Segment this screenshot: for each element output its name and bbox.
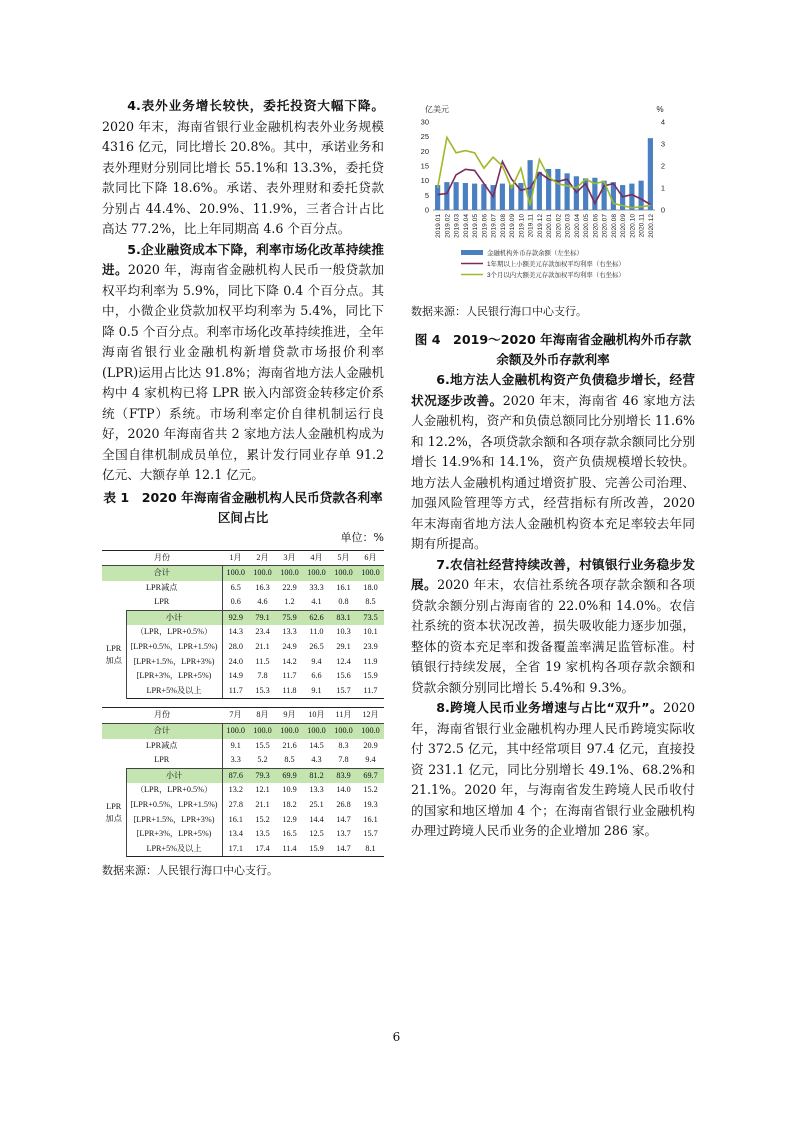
value-cell: 6.6 (311, 671, 322, 681)
value-cell: 100.0 (303, 566, 330, 581)
value-cell: 16.5 (282, 829, 297, 839)
value-cell: 13.2 (228, 785, 243, 795)
value-cell: 11.7 (357, 684, 384, 699)
x-tick-label: 2019.05 (472, 214, 480, 238)
paragraph-cross-border (411, 698, 695, 842)
value-cell: 13.7 (336, 829, 351, 839)
row-label: LPR+5%及以上 (126, 684, 222, 699)
value-cell: 100.0 (222, 724, 249, 739)
deposit-bar (463, 183, 468, 210)
value-cell: 100.0 (357, 566, 384, 581)
value-cell: 9.1 (303, 684, 330, 699)
value-cell: 100.0 (303, 724, 330, 739)
deposit-bar (444, 182, 449, 210)
deposit-bar (481, 184, 486, 210)
table-unit: 单位：% (340, 530, 384, 544)
x-tick-label: 2019.03 (453, 214, 461, 238)
value-cell: 14.2 (282, 656, 297, 666)
left-tick-label: 10 (420, 176, 429, 186)
value-cell: 11.9 (363, 656, 378, 666)
value-cell: 33.3 (309, 582, 324, 592)
x-tick-label: 2019.06 (481, 214, 489, 238)
deposit-bar (629, 184, 634, 210)
rate-table-h2 (102, 707, 384, 857)
table-caption: 表 1 2020 年海南省金融机构人民币贷款各利率区间占比 (103, 489, 383, 525)
right-tick-label: 1 (660, 183, 666, 193)
paragraph-offbalance (102, 96, 384, 240)
table-row (102, 798, 384, 813)
value-cell: 8.1 (357, 842, 384, 857)
right-tick-label: 4 (660, 117, 666, 127)
paragraph-body: 2020 年，海南省银行业金融机构办理人民币跨境实际收付 372.5 亿元，其中经常项目 97.4 亿元，直接投资 231.1 亿元，同比分别增长 49.1%、68.2%和 21.1%。2020 年，与海南省发生跨境人民币收付的国家和地区增加 4 个；在海南省银行业金融机构办理过跨境人民币业务的企业增加 286 家。 (411, 700, 695, 838)
value-cell: 8.3 (338, 740, 349, 750)
x-tick-label: 2019.02 (444, 214, 452, 238)
paragraph-heading: 5.企业融资成本下降，利率市场化改革持续推进。 (102, 241, 384, 277)
value-cell: 28.0 (228, 642, 243, 652)
value-cell: 26.5 (309, 642, 324, 652)
value-cell: 14.4 (309, 814, 324, 824)
value-cell: 15.9 (303, 842, 330, 857)
x-tick-label: 2020.05 (583, 214, 591, 238)
value-cell: 13.3 (309, 785, 324, 795)
rate-table-h1 (102, 550, 384, 700)
value-cell: 73.5 (357, 610, 384, 625)
value-cell: 0.8 (338, 597, 349, 607)
paragraph-body: 2020 年，海南省金融机构人民币一般贷款加权平均利率为 5.9%，同比下降 0.4 个百分点。其中，小微企业贷款加权平均利率为 5.4%，同比下降 0.5 个百分点。利率市场化改革持续推进，全年海南省银行业金融机构新增贷款市场报价利率(LPR)运用占比达 91.8%；海南省地方法人金融机构中 4 家机构已将 LPR 嵌入内部资金转移定价系统（FTP）系统。市场利率定价自律机制运行良好，2020 年海南省共 2 家地方法人金融机构成为全国自律机制成员单位，累计发行同业存单 91.2 亿元、大额存单 12.1 亿元。 (102, 262, 384, 482)
month-cell: 11月 (330, 708, 357, 724)
value-cell: 8.5 (365, 597, 376, 607)
x-tick-label: 2020.03 (564, 214, 572, 238)
x-tick-label: 2020.10 (629, 214, 637, 238)
value-cell: 14.5 (309, 740, 324, 750)
legend-swatch (461, 250, 483, 255)
value-cell: 62.6 (303, 610, 330, 625)
x-tick-label: 2019.10 (518, 214, 526, 238)
month-cell: 5月 (330, 550, 357, 566)
paragraph-rural-credit (411, 555, 695, 699)
row-label: 合计 (102, 724, 222, 739)
table-row (102, 724, 384, 739)
value-cell: 4.1 (311, 597, 322, 607)
value-cell: 12.4 (336, 656, 351, 666)
chart-svg (411, 98, 695, 298)
value-cell: 69.9 (276, 768, 303, 783)
value-cell: 100.0 (357, 724, 384, 739)
x-tick-label: 2020.09 (620, 214, 628, 238)
left-tick-label: 30 (420, 117, 429, 127)
left-tick-label: 0 (424, 205, 429, 215)
deposit-chart (411, 98, 695, 298)
chart-source: 数据来源：人民银行海口中心支行。 (411, 305, 587, 318)
deposit-bar (648, 138, 653, 210)
table-row (102, 669, 384, 684)
value-cell: 20.9 (363, 740, 378, 750)
x-tick-label: 2020.01 (546, 214, 554, 238)
left-tick-label: 15 (420, 161, 429, 171)
month-cell: 10月 (303, 708, 330, 724)
table-row (102, 827, 384, 842)
value-cell: 100.0 (330, 724, 357, 739)
value-cell: 9.4 (311, 656, 322, 666)
value-cell: 15.6 (336, 671, 351, 681)
value-cell: 23.4 (255, 627, 270, 637)
left-column (102, 96, 384, 879)
right-column (411, 304, 695, 842)
table-row (102, 595, 384, 610)
x-tick-label: 2019.01 (435, 214, 443, 238)
table-header-row (102, 550, 384, 566)
deposit-bar (472, 184, 477, 210)
value-cell: 9.4 (365, 755, 376, 765)
value-cell: 22.9 (282, 582, 297, 592)
value-cell: 23.9 (363, 642, 378, 652)
value-cell: 87.6 (222, 768, 249, 783)
left-tick-label: 5 (424, 190, 429, 200)
paragraph-financing-cost (102, 240, 384, 486)
month-header: 月份 (102, 550, 222, 566)
value-cell: 100.0 (330, 566, 357, 581)
row-label: 小计 (126, 768, 222, 783)
value-cell: 27.8 (228, 800, 243, 809)
month-cell: 9月 (276, 708, 303, 724)
left-axis-unit: 亿美元 (425, 105, 449, 114)
right-tick-label: 2 (660, 161, 666, 171)
row-label: LPR+5%及以上 (126, 842, 222, 857)
value-cell: 100.0 (276, 724, 303, 739)
value-cell: 13.4 (228, 829, 243, 839)
row-label: （LPR，LPR+0.5%） (126, 783, 222, 798)
value-cell: 14.7 (330, 842, 357, 857)
value-cell: 18.2 (282, 800, 297, 809)
legend-label: 3个月以内大额美元存款加权平均利率（右坐标） (487, 272, 625, 279)
legend-label: 金融机构外币存款余额（左坐标） (487, 250, 583, 257)
value-cell: 15.9 (363, 671, 378, 681)
table-row (102, 783, 384, 798)
deposit-bar (454, 182, 459, 210)
value-cell: 21.6 (282, 740, 297, 750)
row-label: LPR减点 (102, 581, 222, 596)
paragraph-heading: 8.跨境人民币业务增速与占比“双升”。 (436, 700, 663, 715)
value-cell: 21.1 (255, 800, 270, 809)
paragraph-body: 2020 年末，海南省 46 家地方法人金融机构，资产和负债总额同比分别增长 11.6%和 12.2%，各项贷款余额和各项存款余额同比分别增长 14.9%和 14.1%，资产负债规模增长较快。地方法人金融机构通过增资扩股、完善公司治理、加强风险管理等方式，经营指标有所改善，2020 年末海南省地方法人金融机构资本充足率较去年同期有所提高。 (411, 392, 696, 551)
table-row (102, 581, 384, 596)
row-label: 小计 (126, 610, 222, 625)
value-cell: 26.8 (336, 800, 351, 809)
row-label: （LPR，LPR+0.5%） (126, 625, 222, 640)
value-cell: 11.7 (282, 671, 297, 681)
month-cell: 7月 (222, 708, 249, 724)
month-cell: 3月 (276, 550, 303, 566)
x-tick-label: 2019.11 (527, 214, 535, 238)
value-cell: 100.0 (276, 566, 303, 581)
value-cell: 75.9 (276, 610, 303, 625)
deposit-bar (435, 185, 440, 210)
table-row (102, 842, 384, 857)
x-tick-label: 2019.09 (509, 214, 517, 238)
x-tick-label: 2020.04 (573, 214, 581, 238)
paragraph-local-institutions (411, 370, 695, 555)
value-cell: 10.9 (282, 785, 297, 795)
row-label: LPR (102, 753, 222, 768)
month-cell: 8月 (249, 708, 276, 724)
row-label: LPR减点 (102, 739, 222, 754)
value-cell: 16.3 (255, 582, 270, 592)
value-cell: 3.3 (230, 755, 241, 765)
x-tick-label: 2020.12 (647, 214, 655, 238)
table-row (102, 768, 384, 783)
x-tick-label: 2019.08 (499, 214, 507, 238)
month-cell: 12月 (357, 708, 384, 724)
value-cell: 69.7 (357, 768, 384, 783)
paragraph-heading: 7.农信社经营持续改善，村镇银行业务稳步发展。 (411, 556, 695, 592)
x-tick-label: 2020.11 (638, 214, 646, 238)
value-cell: 81.2 (303, 768, 330, 783)
value-cell: 12.1 (255, 785, 270, 795)
table-row (102, 655, 384, 670)
value-cell: 6.5 (230, 582, 241, 592)
value-cell: 11.7 (222, 684, 249, 699)
value-cell: 15.7 (363, 829, 378, 839)
value-cell: 14.7 (336, 814, 351, 824)
table-row (102, 625, 384, 640)
value-cell: 16.1 (336, 582, 351, 592)
table-row (102, 753, 384, 768)
table-row (102, 813, 384, 828)
table-row (102, 739, 384, 754)
value-cell: 14.3 (228, 627, 243, 637)
deposit-bar (537, 172, 542, 210)
x-tick-label: 2020.08 (610, 214, 618, 238)
value-cell: 14.9 (228, 671, 243, 681)
value-cell: 11.8 (276, 684, 303, 699)
value-cell: 92.9 (222, 610, 249, 625)
right-tick-label: 0 (660, 205, 666, 215)
value-cell: 7.8 (257, 671, 268, 681)
value-cell: 16.1 (228, 814, 243, 824)
right-axis-unit: % (656, 105, 664, 114)
page-number: 6 (392, 1030, 401, 1044)
value-cell: 10.3 (336, 627, 351, 637)
value-cell: 11.4 (276, 842, 303, 857)
row-label: [LPR+0.5%，LPR+1.5%) (126, 640, 222, 655)
value-cell: 4.6 (257, 597, 268, 607)
row-label: [LPR+1.5%，LPR+3%) (126, 813, 222, 828)
value-cell: 7.8 (338, 755, 349, 765)
value-cell: 15.5 (255, 740, 270, 750)
value-cell: 15.3 (249, 684, 276, 699)
month-header: 月份 (102, 708, 222, 724)
value-cell: 17.4 (249, 842, 276, 857)
row-label: [LPR+3%，LPR+5%) (126, 827, 222, 842)
rate-line (438, 137, 651, 207)
value-cell: 83.9 (330, 768, 357, 783)
value-cell: 13.5 (255, 829, 270, 839)
value-cell: 18.0 (363, 582, 378, 592)
right-tick-label: 3 (660, 139, 666, 149)
left-tick-label: 20 (420, 146, 429, 156)
value-cell: 16.1 (363, 814, 378, 824)
value-cell: 15.2 (255, 814, 270, 824)
value-cell: 19.3 (363, 800, 378, 809)
x-tick-label: 2019.07 (490, 214, 498, 238)
value-cell: 15.2 (363, 785, 378, 795)
value-cell: 8.5 (284, 755, 295, 765)
value-cell: 12.5 (309, 829, 324, 839)
group-label: LPR 加点 (102, 610, 126, 699)
month-cell: 1月 (222, 550, 249, 566)
value-cell: 11.0 (309, 627, 324, 637)
table-header-row (102, 708, 384, 724)
row-label: [LPR+1.5%，LPR+3%) (126, 655, 222, 670)
value-cell: 11.5 (255, 656, 270, 666)
group-label: LPR 加点 (102, 768, 126, 857)
table-source: 数据来源：人民银行海口中心支行。 (102, 864, 278, 878)
table-row (102, 640, 384, 655)
deposit-bar (555, 169, 560, 210)
value-cell: 100.0 (249, 724, 276, 739)
value-cell: 5.2 (257, 755, 268, 765)
x-tick-label: 2020.02 (555, 214, 563, 238)
x-tick-label: 2019.12 (536, 214, 544, 238)
x-tick-label: 2020.07 (601, 214, 609, 238)
deposit-bar (639, 181, 644, 210)
value-cell: 9.1 (230, 740, 241, 750)
table-row (102, 566, 384, 581)
row-label: 合计 (102, 566, 222, 581)
value-cell: 100.0 (249, 566, 276, 581)
month-cell: 4月 (303, 550, 330, 566)
value-cell: 24.9 (282, 642, 297, 652)
value-cell: 21.1 (255, 642, 270, 652)
value-cell: 15.7 (330, 684, 357, 699)
row-label: LPR (102, 595, 222, 610)
left-tick-label: 25 (420, 132, 429, 142)
figure-caption: 图 4 2019～2020 年海南省金融机构外币存款余额及外币存款利率 (414, 332, 692, 367)
value-cell: 14.0 (336, 785, 351, 795)
table-row (102, 684, 384, 699)
value-cell: 79.1 (249, 610, 276, 625)
value-cell: 83.1 (330, 610, 357, 625)
row-label: [LPR+0.5%，LPR+1.5%) (126, 798, 222, 813)
deposit-bar (500, 184, 505, 210)
value-cell: 13.3 (282, 627, 297, 637)
value-cell: 12.9 (282, 814, 297, 824)
value-cell: 10.1 (363, 627, 378, 637)
value-cell: 79.3 (249, 768, 276, 783)
legend-label: 1年期以上小额美元存款加权平均利率（右坐标） (487, 261, 625, 268)
paragraph-body: 2020 年末，海南省银行业金融机构表外业务规模 4316 亿元，同比增长 20.8%。其中，承诺业务和表外理财分别同比增长 55.1%和 13.3%，委托贷款同比下降 18.6%。承诺、表外理财和委托贷款分别占 44.4%、20.9%、11.9%，三者合计占比高达 77.2%，比上年同期高 4.6 个百分点。 (102, 118, 384, 236)
value-cell: 4.3 (311, 755, 322, 765)
month-cell: 6月 (357, 550, 384, 566)
paragraph-heading: 4.表外业务增长较快，委托投资大幅下降。 (127, 98, 384, 113)
paragraph-body: 2020 年末，农信社系统各项存款余额和各项贷款余额分别占海南省的 22.0%和 14.0%。农信社系统的资本状况改善，损失吸收能力逐步加强，整体的资本充足率和拨备覆盖率满足监管标准。村镇银行持续发展，全省 19 家机构各项存款余额和贷款余额分别同比增长 5.4%和 9.3%。 (411, 577, 696, 695)
month-cell: 2月 (249, 550, 276, 566)
value-cell: 100.0 (222, 566, 249, 581)
x-tick-label: 2019.04 (462, 214, 470, 238)
value-cell: 29.1 (336, 642, 351, 652)
value-cell: 17.1 (222, 842, 249, 857)
x-tick-label: 2020.06 (592, 214, 600, 238)
value-cell: 0.6 (230, 597, 241, 607)
value-cell: 1.2 (284, 597, 295, 607)
paragraph-heading: 6.地方法人金融机构资产负债稳步增长，经营状况逐步改善。 (411, 372, 695, 408)
row-label: [LPR+3%，LPR+5%) (126, 669, 222, 684)
value-cell: 25.1 (309, 800, 324, 809)
value-cell: 24.0 (228, 656, 243, 666)
table-row (102, 610, 384, 625)
